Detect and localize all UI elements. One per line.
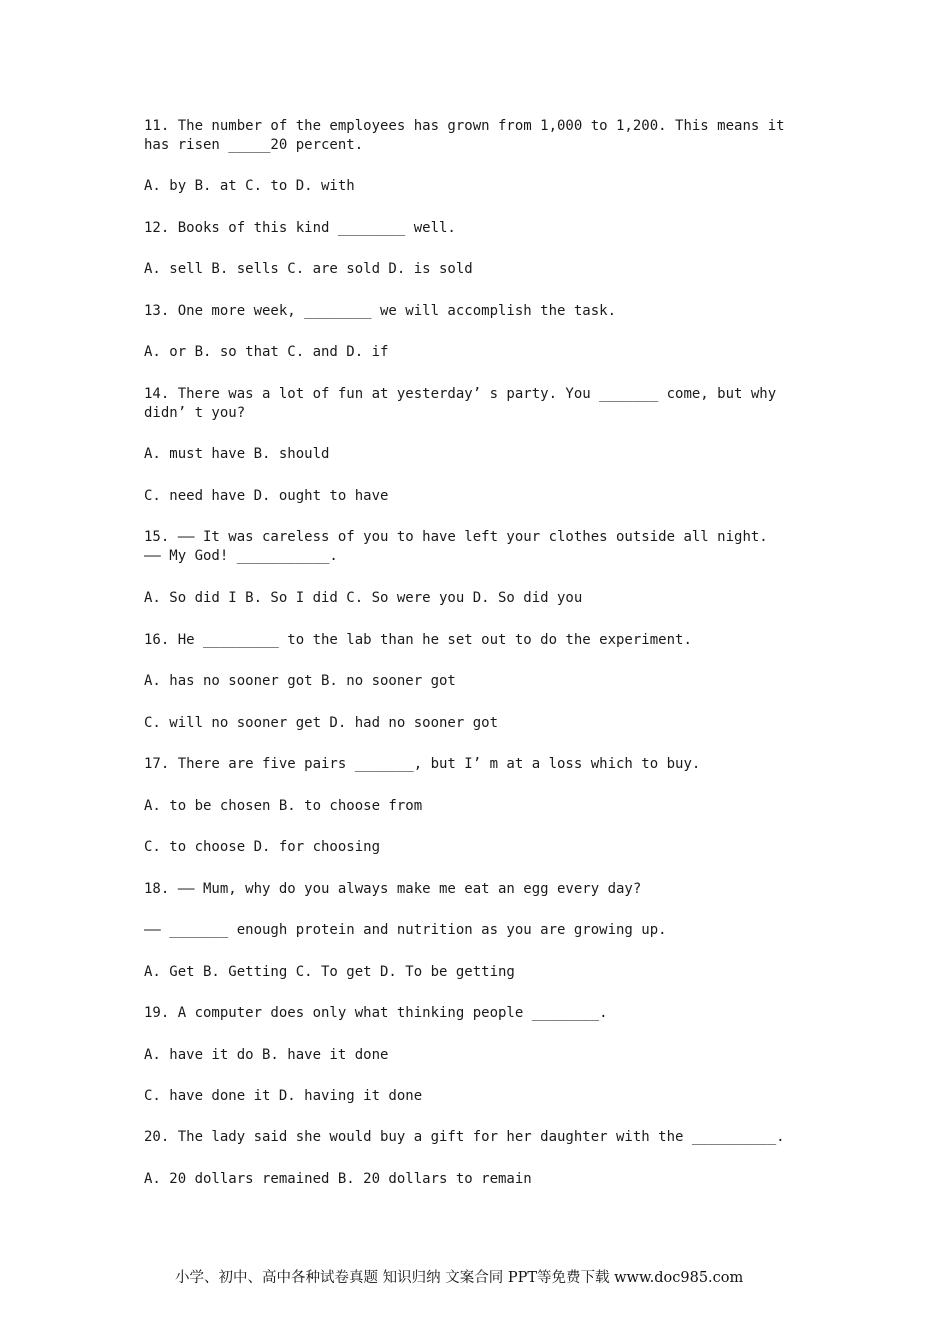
- footer-watermark-text: 小学、初中、高中各种试卷真题 知识归纳 文案合同 PPT等免费下载 www.doc985.com: [175, 1270, 744, 1286]
- question-13-options: A. or B. so that C. and D. if: [144, 344, 389, 360]
- question-17-options-1: A. to be chosen B. to choose from: [144, 798, 423, 814]
- question-16-options-1: A. has no sooner got B. no sooner got: [144, 673, 456, 689]
- question-20-options: A. 20 dollars remained B. 20 dollars to remain: [144, 1171, 532, 1187]
- question-11-options: A. by B. at C. to D. with: [144, 178, 355, 194]
- question-19-options-2: C. have done it D. having it done: [144, 1088, 423, 1104]
- question-12-stem: 12. Books of this kind ________ well.: [144, 220, 456, 236]
- question-17-options-2: C. to choose D. for choosing: [144, 839, 381, 855]
- question-16-options-2: C. will no sooner get D. had no sooner got: [144, 715, 499, 731]
- question-19-options-1: A. have it do B. have it done: [144, 1047, 389, 1063]
- question-13-stem: 13. One more week, ________ we will accomplish the task.: [144, 303, 617, 319]
- question-18-stem-2: —— _______ enough protein and nutrition as you are growing up.: [144, 922, 667, 938]
- question-14-options-1: A. must have B. should: [144, 446, 330, 462]
- question-15-stem: 15. —— It was careless of you to have left your clothes outside all night. —— My God! ___________.: [144, 529, 768, 564]
- question-18-options: A. Get B. Getting C. To get D. To be getting: [144, 964, 515, 980]
- question-17-stem: 17. There are five pairs _______, but I’ m at a loss which to buy.: [144, 756, 701, 772]
- question-14-options-2: C. need have D. ought to have: [144, 488, 389, 504]
- question-12-options: A. sell B. sells C. are sold D. is sold: [144, 261, 473, 277]
- question-18-stem: 18. —— Mum, why do you always make me eat an egg every day?: [144, 881, 642, 897]
- question-11-stem: 11. The number of the employees has grown from 1,000 to 1,200. This means it has risen _____20 percent.: [144, 118, 794, 153]
- question-16-stem: 16. He _________ to the lab than he set out to do the experiment.: [144, 632, 692, 648]
- question-19-stem: 19. A computer does only what thinking people ________.: [144, 1005, 608, 1021]
- question-14-stem: 14. There was a lot of fun at yesterday’ s party. You _______ come, but why didn’ t you?: [144, 386, 785, 421]
- question-20-stem: 20. The lady said she would buy a gift for her daughter with the __________.: [144, 1129, 785, 1145]
- question-15-options: A. So did I B. So I did C. So were you D. So did you: [144, 590, 583, 606]
